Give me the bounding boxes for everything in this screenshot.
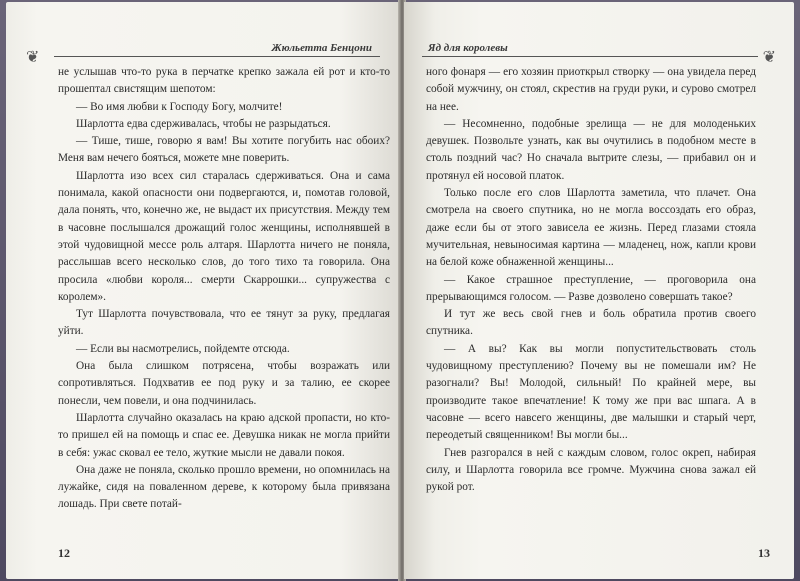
paragraph: не услышав что-то рука в перчатке крепко зажала ей рот и кто-то прошептал свистящим шепотом: xyxy=(58,66,390,96)
left-page xyxy=(6,2,400,579)
paragraph: Она была слишком потрясена, чтобы возражать или сопротивляться. Подхватив ее под руку и за талию, ее скорее понесли, чем повели, и она подчинилась. xyxy=(58,360,390,407)
right-page xyxy=(404,2,794,579)
paragraph: Она даже не поняла, сколько прошло времени, но опомнилась на лужайке, сидя на поваленном дереве, к которому была привязана лошадь. При свете потай- xyxy=(58,463,390,511)
ornament-icon: ❦ xyxy=(26,49,40,66)
right-page-text xyxy=(426,64,756,496)
paragraph: — Какое страшное преступление, — проговорила она прерывающимся голосом. — Разве дозволено совершать такое? xyxy=(426,273,756,303)
paragraph: — А вы? Как вы могли попустительствовать столь чудовищному преступлению? Почему вы не помешали им? Не разогнали? Вы! Молодой, сильный! По крайней мере, вы производите такое впечатление! К тому же при вас шпага. А в часовне — всего навсего женщины, две малышки и старый черт, переодетый священником! Вы могли бы... xyxy=(426,342,756,442)
paragraph: Шарлотта едва сдерживалась, чтобы не разрыдаться. xyxy=(76,117,331,130)
paragraph: И тут же весь свой гнев и боль обратила против своего спутника. xyxy=(426,308,756,338)
left-page-text xyxy=(58,64,390,514)
paragraph: Гнев разгорался в ней с каждым словом, голос окреп, набирая силу, и Шарлотта говорила все громче. Мужчина снова зажал ей рукой рот. xyxy=(426,446,756,494)
paragraph: — Тише, тише, говорю я вам! Вы хотите погубить нас обоих? Меня вам нечего бояться, можете мне поверить. xyxy=(58,135,390,165)
paragraph: — Несомненно, подобные зрелища — не для молоденьких девушек. Позвольте узнать, как вы очутились в подобном месте в столь поздний час? Но сначала вытрите слезы, — прибавил он и протянул ей носовой платок. xyxy=(426,117,756,182)
right-running-header: Яд для королевы xyxy=(428,42,508,54)
paragraph: Шарлотта случайно оказалась на краю адской пропасти, но кто-то пришел ей на помощь и спас ее. Девушка никак не могла прийти в себя: ужас сковал ее тело, жуткие мысли не давали покоя. xyxy=(58,411,390,459)
paragraph: — Если вы насмотрелись, пойдемте отсюда. xyxy=(76,342,290,355)
right-page-number: 13 xyxy=(758,546,770,560)
header-rule xyxy=(54,56,380,57)
header-rule xyxy=(422,56,758,57)
paragraph: — Во имя любви к Господу Богу, молчите! xyxy=(76,100,283,113)
paragraph: ного фонаря — его хозяин приоткрыл створку — она увидела перед собой мужчину, он стоял, скрестив на груди руки, и сурово смотрел на нее. xyxy=(426,66,756,113)
ornament-icon: ❦ xyxy=(762,49,776,66)
left-running-header: Жюльетта Бенцони xyxy=(271,42,372,54)
paragraph: Шарлотта изо всех сил старалась сдерживаться. Она и сама понимала, какой опасности они подвергаются, и, помотав головой, дала понять, что, конечно же, не выдаст их присутствия. Между тем в часовне послышался дрожащий голос женщины, исполнявшей в этой чудовищной мессе роль алтаря. Шарлотта ничего не поняла, расслышав всего несколько слов, до того тихо та говорила. Она просила «любви короля... смерти Скаррошки... супружества с королем». xyxy=(58,169,390,303)
paragraph: Только после его слов Шарлотта заметила, что плачет. Она смотрела на своего спутника, но не могла воссоздать его образ, даже если бы от этого зависела ее жизнь. Перед глазами стояла мучительная, невыносимая картина — младенец, нож, капли крови на белой коже обнаженной женщины... xyxy=(426,187,756,269)
left-page-number: 12 xyxy=(58,546,70,560)
paragraph: Тут Шарлотта почувствовала, что ее тянут за руку, предлагая уйти. xyxy=(58,308,390,338)
